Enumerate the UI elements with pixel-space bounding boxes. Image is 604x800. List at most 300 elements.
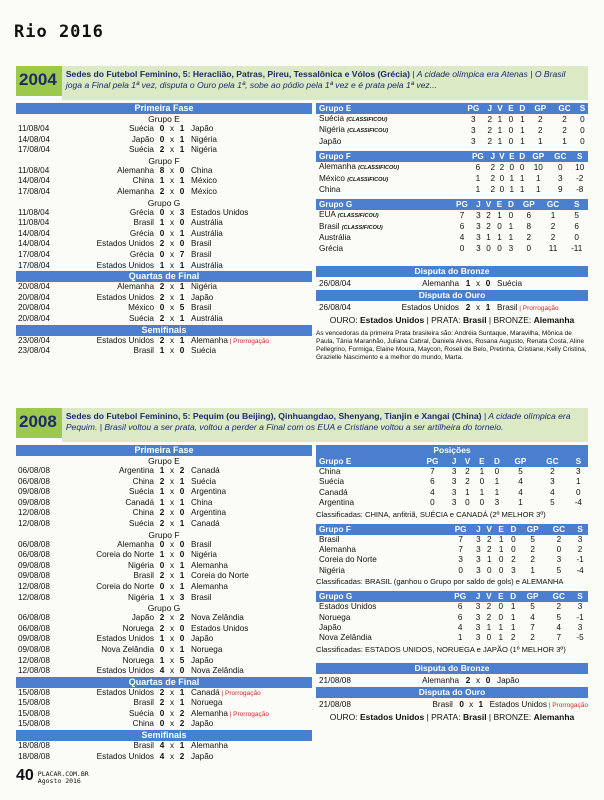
stat-cell: -8 xyxy=(576,185,584,195)
column-header: D xyxy=(505,199,517,210)
stat-cell: 2 xyxy=(562,125,567,135)
versus-mark: x xyxy=(169,518,175,528)
column-header: PG xyxy=(467,151,489,162)
match-row xyxy=(16,250,312,261)
match-date: 18/08/08 xyxy=(18,741,50,751)
match-date: 11/08/04 xyxy=(18,124,50,133)
column-header: J xyxy=(448,456,460,467)
versus-mark: x xyxy=(169,476,175,486)
versus-mark: x xyxy=(169,623,175,633)
home-score: 2 xyxy=(159,145,165,155)
away-score: 2 xyxy=(179,466,185,475)
table-header xyxy=(316,591,588,602)
match-row xyxy=(16,176,312,187)
match-row xyxy=(16,208,312,219)
home-score: 0 xyxy=(159,124,165,133)
home-team: China xyxy=(132,719,154,729)
stat-cell: 1 xyxy=(519,174,525,184)
stat-cell: 0 xyxy=(486,633,492,643)
versus-mark: x xyxy=(475,279,481,289)
home-team: Suécia xyxy=(128,518,154,528)
stat-cell: 0 xyxy=(498,612,504,622)
footer-text xyxy=(38,771,89,785)
stat-cell: 3 xyxy=(475,623,481,633)
final-match-row xyxy=(316,698,588,711)
stat-cell: 2 xyxy=(562,114,567,124)
table-header xyxy=(316,199,588,210)
stat-cell: -5 xyxy=(576,633,584,643)
home-score: 1 xyxy=(159,487,165,497)
match-date: 12/08/08 xyxy=(18,508,50,518)
spacer xyxy=(316,254,588,266)
stat-cell: 2 xyxy=(465,467,470,476)
stat-cell: -4 xyxy=(574,498,582,508)
home-team: Brasil xyxy=(133,698,154,708)
table-header xyxy=(316,524,588,535)
table-row xyxy=(316,125,588,136)
qualified-teams: Classificadas: BRASIL (ganhou o Grupo por saldo de gols) e ALEMANHA xyxy=(316,577,564,587)
qualified-tag: (CLASSIFICOU) xyxy=(358,165,400,172)
team-label: China xyxy=(319,467,341,476)
team-name xyxy=(316,535,448,545)
column-header: D xyxy=(517,151,528,162)
away-team xyxy=(187,498,312,509)
stat-cell: 3 xyxy=(451,467,457,476)
column-header: E xyxy=(495,591,507,602)
team-label: Alemanha xyxy=(319,545,356,555)
section-intro xyxy=(62,408,588,442)
away-team xyxy=(187,698,312,709)
stat-cell: 5 xyxy=(530,602,535,612)
semifinal-title: Semifinais xyxy=(16,730,312,741)
stat-cell: 1 xyxy=(465,487,470,497)
stat-cell: 3 xyxy=(511,565,516,575)
team-name xyxy=(316,613,447,623)
stat-cell: 0 xyxy=(509,162,515,172)
home-score: 0 xyxy=(159,708,165,718)
match-row xyxy=(16,624,312,635)
stat-cell: 0 xyxy=(508,125,514,135)
stat-cell: 3 xyxy=(556,555,562,565)
stat-cell: 0 xyxy=(508,210,514,220)
away-score: 0 xyxy=(179,218,185,228)
match-date: 06/08/08 xyxy=(18,476,50,486)
matches-2008 xyxy=(16,445,312,762)
stat-cell: 1 xyxy=(519,185,525,195)
match-row xyxy=(16,752,312,763)
away-team xyxy=(187,208,312,219)
versus-mark: x xyxy=(169,466,175,475)
away-team xyxy=(187,229,312,240)
team-label: Canadá xyxy=(319,487,348,497)
group-name: Grupo F xyxy=(316,151,467,162)
stat-cell: 5 xyxy=(556,612,561,622)
gold-match-title: Disputa do Ouro xyxy=(316,687,588,698)
versus-mark: x xyxy=(169,644,175,654)
team-name xyxy=(316,114,461,125)
stat-cell: 0 xyxy=(465,498,470,508)
away-score: 2 xyxy=(179,708,185,718)
away-team xyxy=(187,239,312,250)
stat-cell: 7 xyxy=(430,467,435,476)
home-team: Japão xyxy=(131,613,154,623)
extra-time-note: | Prorrogação xyxy=(227,710,269,718)
home-team: Brasil xyxy=(133,741,154,751)
stat-cell: 4 xyxy=(518,487,523,497)
away-team xyxy=(187,656,312,667)
away-team xyxy=(187,666,312,677)
column-header: PG xyxy=(417,456,448,467)
away-team xyxy=(187,124,312,135)
match-row xyxy=(16,498,312,509)
stat-cell: 0 xyxy=(499,174,505,184)
home-team: Brasil xyxy=(133,218,154,228)
column-header: PG xyxy=(450,199,474,210)
versus-mark: x xyxy=(169,335,175,345)
column-header: GP xyxy=(517,199,541,210)
final-match-row xyxy=(316,301,588,314)
stat-cell: 1 xyxy=(494,477,500,487)
home-team: Nova Zelândia xyxy=(101,644,154,654)
bronze-team: Alemanha xyxy=(533,711,575,722)
away-team xyxy=(187,688,312,699)
table-row xyxy=(316,545,588,555)
away-score: 1 xyxy=(179,476,185,486)
year-label: 2008 xyxy=(16,408,62,438)
away-team-name: Alemanha xyxy=(191,741,228,751)
away-team xyxy=(493,301,559,314)
versus-mark: x xyxy=(169,719,175,729)
stat-cell: 2 xyxy=(577,545,583,555)
away-score: 0 xyxy=(179,666,185,676)
match-row xyxy=(16,145,312,156)
stat-cell: 0 xyxy=(580,114,585,124)
stat-cell: 0 xyxy=(580,125,585,135)
stat-cell: 0 xyxy=(556,545,562,555)
match-date: 15/08/08 xyxy=(18,719,50,729)
away-team-name: Alemanha xyxy=(191,581,228,591)
stat-cell: 3 xyxy=(476,534,481,544)
team-label: Nigéria xyxy=(319,565,345,575)
away-team-name: Nigéria xyxy=(191,282,217,292)
home-score: 1 xyxy=(159,346,165,356)
stat-cell: 3 xyxy=(494,498,500,508)
away-score: 0 xyxy=(179,239,185,249)
versus-mark: x xyxy=(169,239,175,249)
away-score: 1 xyxy=(179,497,185,507)
home-team: Alemanha xyxy=(422,675,459,685)
away-team xyxy=(187,282,312,293)
stat-cell: 9 xyxy=(557,185,563,195)
versus-mark: x xyxy=(475,303,481,313)
versus-mark: x xyxy=(169,634,175,644)
stat-cell: 3 xyxy=(577,534,583,544)
away-team-name: Argentina xyxy=(191,487,227,497)
column-header: S xyxy=(572,524,588,535)
stat-cell: 1 xyxy=(508,222,514,232)
home-score: 1 xyxy=(159,176,165,186)
home-team: Brasil xyxy=(133,346,154,356)
stat-cell: 0 xyxy=(519,162,525,172)
versus-mark: x xyxy=(169,165,175,175)
away-team-name: Coreia do Norte xyxy=(191,571,249,581)
match-row xyxy=(16,282,312,293)
stat-cell: 2 xyxy=(550,233,556,243)
stat-cell: 3 xyxy=(476,210,481,220)
stat-cell: 3 xyxy=(475,612,481,622)
group-name: Grupo G xyxy=(316,199,450,210)
home-score: 2 xyxy=(159,335,165,345)
column-header: V xyxy=(483,199,494,210)
stat-cell: 2 xyxy=(487,114,493,124)
away-team-name: Brasil xyxy=(191,249,212,259)
stat-cell: 1 xyxy=(479,487,485,497)
stat-cell: 3 xyxy=(451,498,457,508)
stat-cell: 3 xyxy=(471,125,476,135)
spacer xyxy=(316,655,588,663)
away-team-name: México xyxy=(191,186,217,196)
home-team: Alemanha xyxy=(117,186,154,196)
stat-cell: 8 xyxy=(526,222,532,232)
stat-cell: 1 xyxy=(508,233,514,243)
column-header: GP xyxy=(520,524,546,535)
away-score: 0 xyxy=(179,508,185,518)
match-date: 09/08/08 xyxy=(18,571,50,581)
column-header: V xyxy=(460,456,474,467)
stat-cell: 3 xyxy=(557,174,563,184)
stat-cell: 0 xyxy=(494,467,500,476)
away-score: 0 xyxy=(179,186,185,196)
team-name xyxy=(316,566,448,576)
standings-2004 xyxy=(316,103,588,362)
away-team xyxy=(187,487,312,498)
stat-cell: 11 xyxy=(548,243,558,253)
home-score: 0 xyxy=(159,207,165,217)
home-score: 0 xyxy=(159,581,165,591)
home-team: Coreia do Norte xyxy=(96,550,154,560)
home-score: 1 xyxy=(159,655,165,665)
away-team xyxy=(187,187,312,198)
versus-mark: x xyxy=(169,207,175,217)
team-label: China xyxy=(319,185,341,195)
silver-team: Brasil xyxy=(462,711,487,722)
away-score: 0 xyxy=(179,487,185,497)
home-score: 2 xyxy=(159,571,165,581)
stat-cell: 7 xyxy=(530,623,535,633)
match-date: 20/08/04 xyxy=(18,282,50,292)
home-team: Suécia xyxy=(128,313,154,323)
column-header: GC xyxy=(552,103,577,114)
final-match-row xyxy=(316,674,588,687)
stat-cell: 1 xyxy=(498,623,504,633)
match-date: 20/08/04 xyxy=(18,313,50,323)
stat-cell: 1 xyxy=(497,233,502,243)
team-name xyxy=(316,488,417,498)
home-team: Alemanha xyxy=(117,165,154,175)
away-team xyxy=(187,540,312,551)
column-header: D xyxy=(507,524,520,535)
stat-cell: 3 xyxy=(471,114,476,124)
versus-mark: x xyxy=(169,550,175,560)
away-team-name: Japão xyxy=(191,655,214,665)
column-header: E xyxy=(507,151,517,162)
stat-cell: 2 xyxy=(550,222,556,232)
column-header: J xyxy=(473,591,483,602)
standings-2008 xyxy=(316,445,588,724)
away-score: 0 xyxy=(179,550,185,560)
versus-mark: x xyxy=(169,228,175,238)
bronze-label: | BRONZE: xyxy=(486,315,534,326)
stat-cell: 0 xyxy=(487,565,492,575)
stat-cell: 2 xyxy=(486,222,491,232)
away-score: 1 xyxy=(478,699,484,709)
stat-cell: 0 xyxy=(497,222,502,232)
table-header xyxy=(316,151,588,162)
stat-cell: 2 xyxy=(556,602,561,612)
team-label: Nigéria xyxy=(319,125,345,135)
home-team: Argentina xyxy=(118,466,154,475)
away-team xyxy=(187,561,312,572)
stat-cell: 4 xyxy=(556,623,561,633)
team-label: Grécia xyxy=(319,243,344,253)
silver-label: | PRATA: xyxy=(424,315,463,326)
medal-summary xyxy=(316,314,588,327)
quarterfinal-title: Quartas de Final xyxy=(16,677,312,688)
stat-cell: 1 xyxy=(536,185,541,195)
gold-match-title: Disputa do Ouro xyxy=(316,290,588,301)
stat-cell: 5 xyxy=(518,467,523,476)
stat-cell: 3 xyxy=(508,243,514,253)
match-date: 26/08/04 xyxy=(319,279,351,289)
team-label: Noruega xyxy=(319,612,351,622)
bronze-match-title: Disputa do Bronze xyxy=(316,266,588,277)
match-row xyxy=(16,477,312,488)
team-label: Alemanha xyxy=(319,162,356,172)
section-2004-banner xyxy=(16,66,588,100)
away-team xyxy=(187,250,312,261)
table-row xyxy=(316,114,588,125)
match-date: 17/08/04 xyxy=(18,186,50,196)
match-date: 17/08/04 xyxy=(18,145,50,155)
stat-cell: 2 xyxy=(526,233,532,243)
home-score: 2 xyxy=(159,239,165,249)
away-team xyxy=(187,314,312,325)
versus-mark: x xyxy=(169,260,175,270)
versus-mark: x xyxy=(169,249,175,259)
stat-cell: 2 xyxy=(490,162,496,172)
home-team: Estados Unidos xyxy=(401,303,459,313)
table-row xyxy=(316,623,588,633)
section-intro xyxy=(62,66,588,100)
site-name: PLACAR.COM.BR xyxy=(37,770,89,778)
home-score: 2 xyxy=(465,303,471,313)
stat-cell: 0 xyxy=(430,498,435,508)
stat-cell: 3 xyxy=(476,555,481,565)
home-score: 2 xyxy=(159,518,165,528)
match-date: 09/08/08 xyxy=(18,644,50,654)
away-team xyxy=(187,709,312,720)
match-row xyxy=(16,124,312,135)
away-score: 2 xyxy=(179,613,185,623)
stat-cell: 0 xyxy=(499,185,505,195)
stat-cell: 0 xyxy=(459,243,465,253)
away-score: 1 xyxy=(179,282,185,292)
home-team: Estados Unidos xyxy=(96,260,154,270)
away-team-name: Japão xyxy=(191,634,214,644)
stat-cell: 4 xyxy=(459,233,465,243)
away-team-name: Japão xyxy=(497,675,520,685)
table-row xyxy=(316,174,588,185)
versus-mark: x xyxy=(169,186,175,196)
group-name: Grupo E xyxy=(316,103,461,114)
away-team xyxy=(187,261,312,272)
away-score: 3 xyxy=(179,207,185,217)
qualified-tag: (CLASSIFICOU) xyxy=(346,117,388,123)
versus-mark: x xyxy=(169,539,175,549)
home-team: Grécia xyxy=(129,228,154,238)
home-score: 1 xyxy=(159,466,165,475)
away-team xyxy=(187,634,312,645)
home-score: 2 xyxy=(159,687,165,697)
stat-cell: 1 xyxy=(498,534,504,544)
home-score: 1 xyxy=(159,550,165,560)
home-team: Alemanha xyxy=(422,279,459,289)
medal-summary xyxy=(316,711,588,724)
stat-cell: 6 xyxy=(526,210,532,220)
stat-cell: 0 xyxy=(497,243,502,253)
extra-time-note: | Prorrogação xyxy=(517,305,559,313)
away-score: 1 xyxy=(179,571,185,581)
away-score: 5 xyxy=(179,655,185,665)
table-header xyxy=(316,456,588,467)
stat-cell: 2 xyxy=(511,555,516,565)
gold-team: Estados Unidos xyxy=(359,711,425,722)
away-team-name: Austrália xyxy=(191,313,223,323)
away-team xyxy=(187,613,312,624)
table-row xyxy=(316,488,588,498)
stat-cell: 1 xyxy=(497,125,503,135)
stat-cell: 1 xyxy=(475,174,481,184)
column-header: S xyxy=(572,591,588,602)
stat-cell: 1 xyxy=(487,555,492,565)
match-date: 12/08/08 xyxy=(18,666,50,676)
stat-cell: 4 xyxy=(550,487,555,497)
versus-mark: x xyxy=(169,176,175,186)
away-score: 5 xyxy=(179,303,185,313)
stat-cell: 3 xyxy=(476,545,481,555)
away-team xyxy=(187,582,312,593)
match-row xyxy=(16,293,312,304)
stat-cell: 3 xyxy=(476,222,481,232)
home-score: 1 xyxy=(159,592,165,602)
team-name xyxy=(316,210,450,221)
versus-mark: x xyxy=(169,282,175,292)
match-date: 14/08/04 xyxy=(18,176,50,186)
team-name xyxy=(316,174,467,185)
away-team-name: Noruega xyxy=(191,644,223,654)
match-row xyxy=(16,709,312,720)
match-row xyxy=(16,634,312,645)
extra-time-note: | Prorrogação xyxy=(219,689,261,697)
match-row xyxy=(16,229,312,240)
team-label: Japão xyxy=(319,136,342,146)
stat-cell: 5 xyxy=(574,210,579,220)
column-header: E xyxy=(505,103,516,114)
team-name xyxy=(316,602,447,612)
stat-cell: 3 xyxy=(577,602,583,612)
team-name xyxy=(316,477,417,487)
match-row xyxy=(16,166,312,177)
